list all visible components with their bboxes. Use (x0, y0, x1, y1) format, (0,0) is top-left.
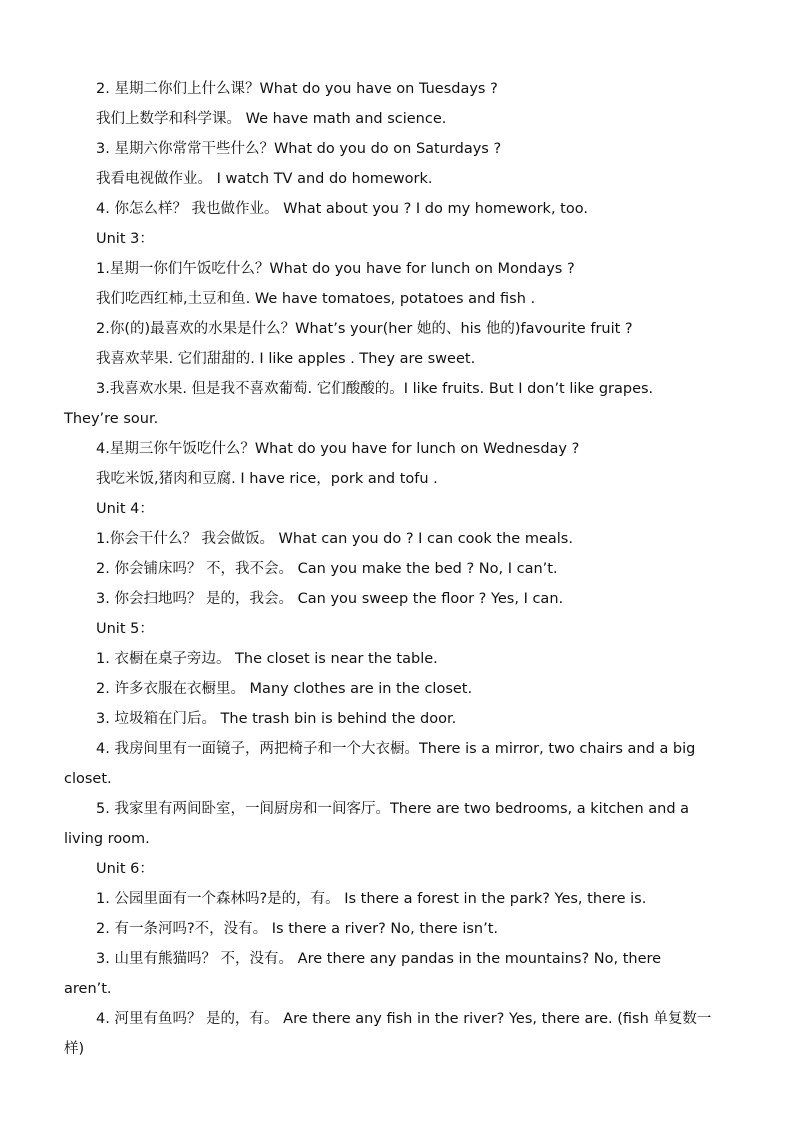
text-line: 4. 你怎么样？ 我也做作业。 What about you ? I do my homework, too. (96, 201, 588, 217)
text-line: 我们吃西红柿,土豆和鱼. We have tomatoes, potatoes and fish . (96, 291, 536, 307)
text-line: 1. 公园里面有一个森林吗?是的，有。 Is there a forest in the park? Yes, there is. (96, 891, 647, 907)
text-line: closet. (64, 771, 112, 787)
text-line: 3. 山里有熊猫吗？ 不，没有。 Are there any pandas in the mountains? No, there (96, 951, 662, 967)
text-line: They’re sour. (64, 411, 159, 427)
text-line: 4. 河里有鱼吗？ 是的，有。 Are there any fish in the river? Yes, there are. (fish 单复数一 (96, 1011, 712, 1027)
text-line: Unit 5： (96, 621, 154, 637)
text-line: 1. 衣橱在桌子旁边。 The closet is near the table. (96, 651, 438, 667)
text-line: 3. 星期六你常常干些什么？What do you do on Saturdays ? (96, 141, 502, 157)
text-line: 2.你(的)最喜欢的水果是什么？What’s your(her 她的、his 他的)favourite fruit ? (96, 321, 633, 337)
text-line: 2. 星期二你们上什么课？What do you have on Tuesdays ? (96, 81, 498, 97)
text-line: 2. 有一条河吗?不，没有。 Is there a river? No, there isn’t. (96, 921, 498, 937)
text-line: 3.我喜欢水果. 但是我不喜欢葡萄. 它们酸酸的。I like fruits. But I don’t like grapes. (96, 381, 654, 397)
text-line: Unit 3： (96, 231, 154, 247)
text-line: 4. 我房间里有一面镜子，两把椅子和一个大衣橱。There is a mirror, two chairs and a big (96, 741, 696, 757)
text-line: 5. 我家里有两间卧室，一间厨房和一间客厅。There are two bedrooms, a kitchen and a (96, 801, 690, 817)
text-line: 我喜欢苹果. 它们甜甜的. I like apples . They are sweet. (96, 351, 476, 367)
text-line: 3. 垃圾箱在门后。 The trash bin is behind the door. (96, 711, 457, 727)
text-line: 3. 你会扫地吗？ 是的，我会。 Can you sweep the floor ? Yes, I can. (96, 591, 564, 607)
text-line: Unit 4： (96, 501, 154, 517)
document-body (64, 74, 728, 1064)
text-line: 我看电视做作业。 I watch TV and do homework. (96, 171, 433, 187)
text-line: aren’t. (64, 981, 112, 997)
text-line: 样) (64, 1041, 85, 1057)
text-line: 4.星期三你午饭吃什么？What do you have for lunch on Wednesday ? (96, 441, 580, 457)
text-line: living room. (64, 831, 150, 847)
text-line: 我吃米饭,猪肉和豆腐. I have rice，pork and tofu . (96, 471, 438, 487)
text-line: 2. 许多衣服在衣橱里。 Many clothes are in the closet. (96, 681, 473, 697)
text-line: 我们上数学和科学课。 We have math and science. (96, 111, 447, 127)
text-line: 1.星期一你们午饭吃什么？What do you have for lunch on Mondays ? (96, 261, 575, 277)
text-line: Unit 6： (96, 861, 154, 877)
text-line: 2. 你会铺床吗？ 不，我不会。 Can you make the bed ? No, I can’t. (96, 561, 558, 577)
text-line: 1.你会干什么？ 我会做饭。 What can you do ? I can cook the meals. (96, 531, 573, 547)
